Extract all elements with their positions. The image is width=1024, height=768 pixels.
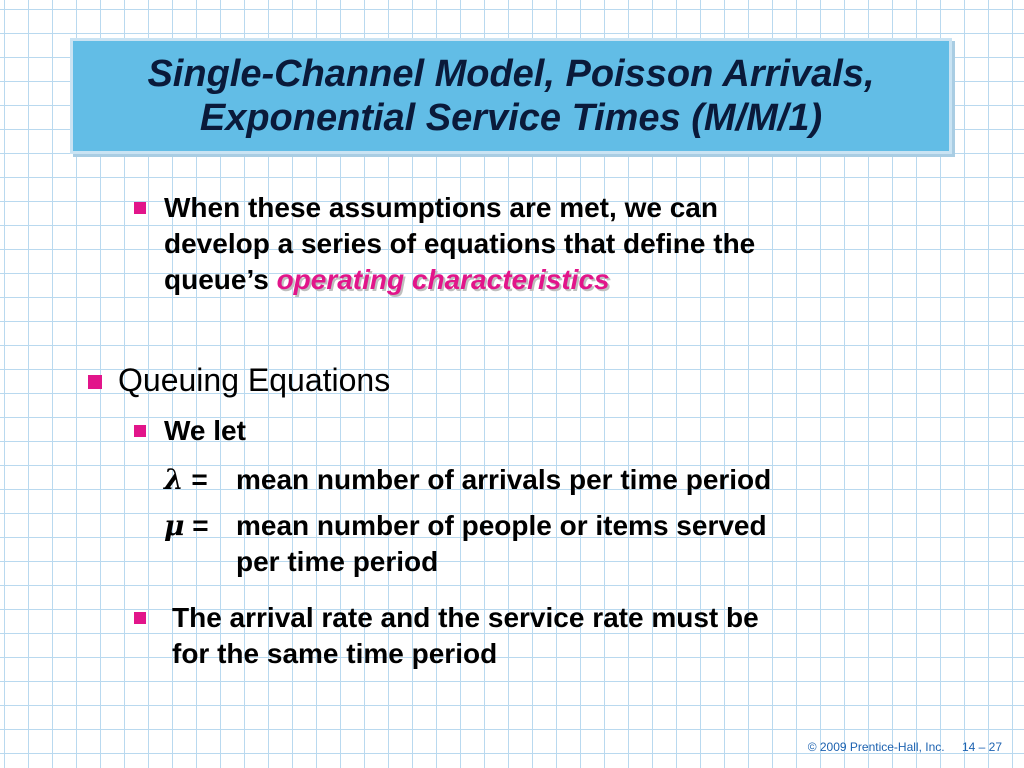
rate-note-line-2: for the same time period — [172, 638, 498, 669]
mu-equals: = — [192, 510, 209, 541]
assumptions-prefix: queue’s — [164, 264, 269, 295]
lambda-symbol-row — [164, 462, 208, 498]
bullet-marker — [134, 425, 146, 437]
slide-title — [70, 38, 952, 154]
bullet-marker — [134, 202, 146, 214]
assumptions-text-line-3 — [164, 262, 610, 298]
assumptions-text-line-1: When these assumptions are met, we can — [164, 192, 718, 223]
slide-footer — [794, 740, 1002, 754]
copyright-text: © 2009 Prentice-Hall, Inc. — [807, 740, 945, 754]
slide-number: 14 – 27 — [961, 740, 1002, 754]
mu-symbol: μ — [164, 509, 185, 542]
bullet-marker — [134, 612, 146, 624]
lambda-definition: mean number of arrivals per time period — [236, 464, 772, 495]
lambda-symbol: λ — [164, 463, 184, 496]
title-line-2: Exponential Service Times (M/M/1) — [199, 97, 823, 139]
lambda-equals: = — [191, 464, 208, 495]
title-line-1: Single-Channel Model, Poisson Arrivals, — [147, 53, 875, 95]
mu-symbol-row — [164, 508, 209, 544]
operating-characteristics-highlight: operating characteristics — [276, 264, 610, 295]
mu-definition-line-2: per time period — [236, 546, 439, 577]
queuing-equations-heading: Queuing Equations — [118, 362, 391, 398]
assumptions-text-line-2: develop a series of equations that define the — [164, 228, 756, 259]
mu-definition-line-1: mean number of people or items served — [236, 510, 767, 541]
we-let-label: We let — [164, 415, 246, 446]
bullet-marker — [88, 375, 102, 389]
rate-note-line-1: The arrival rate and the service rate must be — [172, 602, 759, 633]
